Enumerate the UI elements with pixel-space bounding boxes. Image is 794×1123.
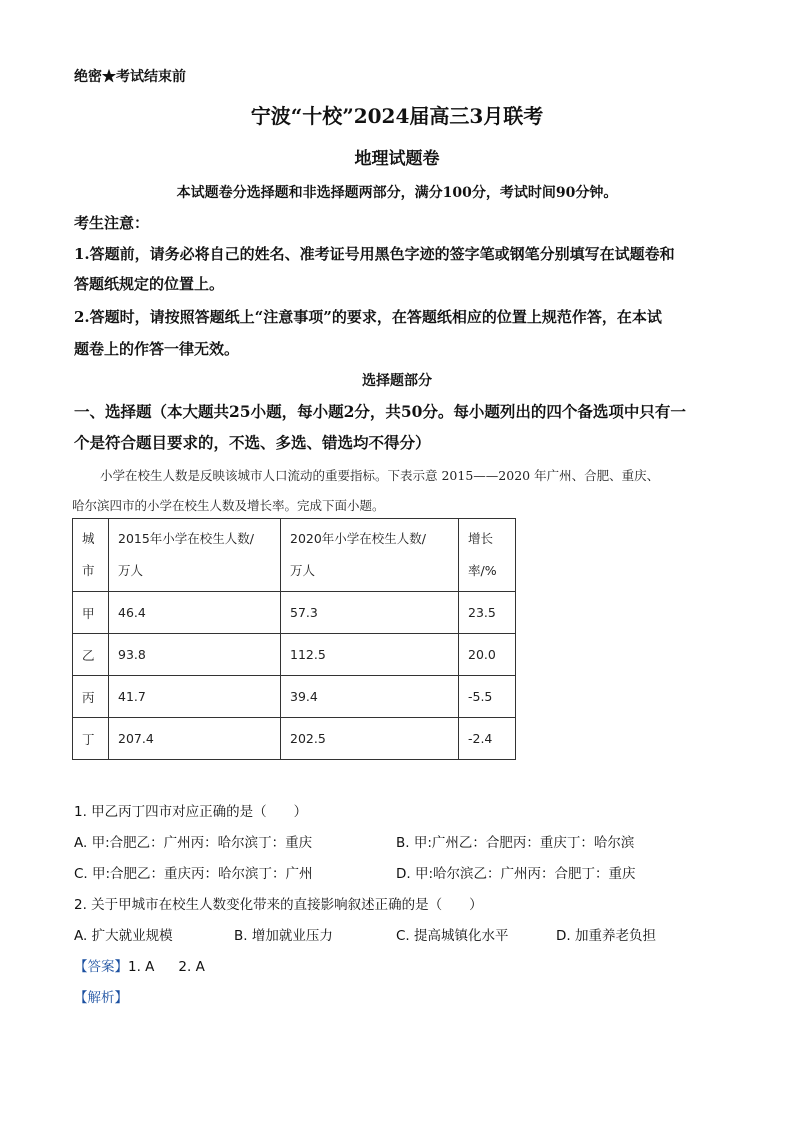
cell-2015: 207.4 <box>109 718 281 760</box>
confidential-label: 绝密★考试结束前 <box>74 69 186 85</box>
cell-2020: 39.4 <box>281 676 459 718</box>
analysis-tag: 【解析】 <box>74 990 128 1006</box>
question-2-option-c: C. 提高城镇化水平 <box>396 928 509 944</box>
table-row <box>73 634 516 676</box>
table-row <box>73 718 516 760</box>
question-2-option-b: B. 增加就业压力 <box>234 928 333 944</box>
cell-city: 丙 <box>73 676 109 718</box>
cell-2015: 93.8 <box>109 634 281 676</box>
cell-city: 甲 <box>73 592 109 634</box>
question-1-option-a: A. 甲:合肥乙：广州丙：哈尔滨丁：重庆 <box>74 835 313 851</box>
notice-heading: 考生注意： <box>74 214 150 232</box>
notice-item-1-line-2: 答题纸规定的位置上。 <box>74 275 225 293</box>
subject-title: 地理试题卷 <box>354 149 440 169</box>
cell-2020: 57.3 <box>281 592 459 634</box>
notice-item-2-line-2: 题卷上的作答一律无效。 <box>74 340 240 358</box>
header-cell-2020: 2020年小学在校生人数/ 万人 <box>281 519 459 592</box>
table-header-row <box>73 519 516 592</box>
city-student-table <box>72 518 516 760</box>
question-1-option-b: B. 甲:广州乙：合肥丙：重庆丁：哈尔滨 <box>396 835 635 851</box>
question-2-option-d: D. 加重养老负担 <box>556 928 656 944</box>
intro-line-1: 小学在校生人数是反映该城市人口流动的重要指标。下表示意 2015——2020 年广州、合肥、重庆、 <box>100 468 660 483</box>
mc-instruction-line-1: 一、选择题（本大题共25小题，每小题2分，共50分。每小题列出的四个备选项中只有一 <box>74 402 686 421</box>
notice-item-1-line-1: 1.答题前，请务必将自己的姓名、准考证号用黑色字迹的签字笔或钢笔分别填写在试题卷和 <box>74 245 675 263</box>
question-1-option-c: C. 甲:合肥乙：重庆丙：哈尔滨丁：广州 <box>74 866 313 882</box>
answer-tag: 【答案】 <box>74 959 128 975</box>
exam-instruction: 本试题卷分选择题和非选择题两部分，满分100分，考试时间90分钟。 <box>176 185 618 201</box>
cell-growth: -2.4 <box>459 718 516 760</box>
exam-title: 宁波“十校”2024届高三3月联考 <box>250 104 544 128</box>
question-2-stem: 2. 关于甲城市在校生人数变化带来的直接影响叙述正确的是（ ） <box>74 897 483 913</box>
intro-line-2: 哈尔滨四市的小学在校生人数及增长率。完成下面小题。 <box>72 498 385 513</box>
header-cell-2015: 2015年小学在校生人数/ 万人 <box>109 519 281 592</box>
header-cell-growth: 增长 率/% <box>459 519 516 592</box>
cell-2015: 46.4 <box>109 592 281 634</box>
header-cell-city: 城 市 <box>73 519 109 592</box>
section-part-title: 选择题部分 <box>362 373 432 389</box>
table-row <box>73 676 516 718</box>
question-1-option-d: D. 甲:哈尔滨乙：广州丙：合肥丁：重庆 <box>396 866 636 882</box>
cell-growth: -5.5 <box>459 676 516 718</box>
cell-2020: 112.5 <box>281 634 459 676</box>
cell-growth: 20.0 <box>459 634 516 676</box>
cell-growth: 23.5 <box>459 592 516 634</box>
mc-instruction-line-2: 个是符合题目要求的，不选、多选、错选均不得分） <box>74 433 431 452</box>
cell-city: 丁 <box>73 718 109 760</box>
table-row <box>73 592 516 634</box>
cell-2020: 202.5 <box>281 718 459 760</box>
cell-2015: 41.7 <box>109 676 281 718</box>
answer-1: 1. A <box>128 959 155 975</box>
answer-2: 2. A <box>178 959 205 975</box>
answer-line <box>74 955 205 975</box>
cell-city: 乙 <box>73 634 109 676</box>
question-2-option-a: A. 扩大就业规模 <box>74 928 173 944</box>
question-1-stem: 1. 甲乙丙丁四市对应正确的是（ ） <box>74 804 308 820</box>
notice-item-2-line-1: 2.答题时，请按照答题纸上“注意事项”的要求，在答题纸相应的位置上规范作答，在本试 <box>74 308 662 326</box>
